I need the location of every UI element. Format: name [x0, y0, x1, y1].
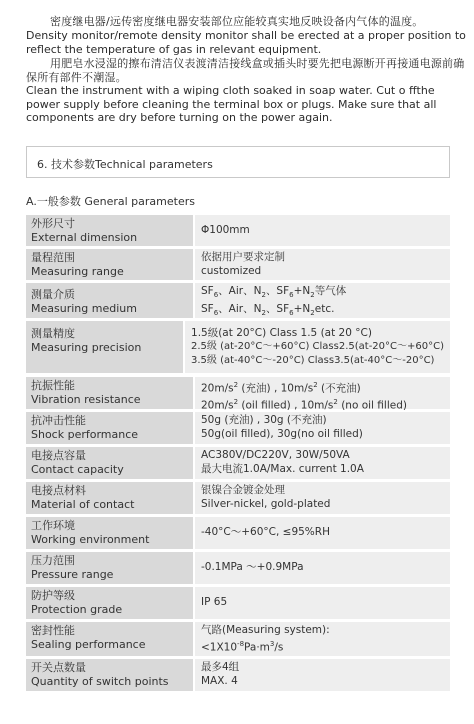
param-label	[26, 482, 193, 514]
param-value	[195, 447, 450, 479]
param-value-line: 依据用户要求定制	[201, 251, 285, 263]
table-row	[26, 215, 450, 246]
param-value	[195, 622, 450, 656]
param-label-cn: 测量介质	[31, 288, 75, 301]
param-value	[195, 659, 450, 691]
param-label	[26, 377, 193, 409]
param-label-en: Material of contact	[31, 498, 135, 511]
param-label	[26, 552, 193, 584]
param-label-en: Measuring precision	[31, 341, 142, 354]
param-label	[26, 447, 193, 479]
param-value-line: $SF_6$、Air、$N_2$、$SF_6+N_2$等气体	[201, 285, 347, 300]
param-value	[185, 321, 450, 373]
param-value	[195, 587, 450, 619]
param-label-cn: 工作环境	[31, 519, 75, 532]
param-label	[26, 412, 193, 444]
param-value-line: 银镍合金镀金处理	[201, 484, 285, 496]
subsection-title: A.一般参数 General parameters	[26, 195, 195, 208]
param-label-en: Measuring range	[31, 265, 124, 278]
table-row	[26, 517, 450, 549]
param-label-en: Measuring medium	[31, 302, 137, 315]
param-label	[26, 517, 193, 549]
param-value	[195, 552, 450, 584]
param-value-line: 50g (充油) , 30g (不充油)	[201, 414, 327, 426]
param-value-line: -0.1MPa ～+0.9MPa	[201, 561, 304, 574]
param-value-line: customized	[201, 264, 262, 277]
param-label	[26, 283, 193, 318]
param-value-line: $20m/s^2$ (充油) , $10m/s^2$ (不充油)	[201, 381, 361, 395]
param-label	[26, 659, 193, 691]
table-row	[26, 447, 450, 479]
param-label	[26, 321, 183, 373]
param-label-cn: 电接点材料	[31, 484, 86, 497]
param-value-line: 3.5级 (at-40°C～-20°C) Class3.5(at-40°C～-20°C)	[191, 354, 435, 366]
param-label-en: Sealing performance	[31, 638, 146, 651]
table-row	[26, 283, 450, 318]
param-label	[26, 587, 193, 619]
param-value-line: IP 65	[201, 596, 228, 609]
param-value	[195, 412, 450, 444]
param-value-line: -40°C～+60°C, ≤95%RH	[201, 526, 330, 539]
param-label-cn: 电接点容量	[31, 449, 86, 462]
param-value-line: 50g(oil filled), 30g(no oil filled)	[201, 427, 363, 440]
param-value	[195, 215, 450, 246]
param-value-line: AC380V/DC220V, 30W/50VA	[201, 449, 350, 461]
parameters-table	[26, 215, 450, 694]
param-label-cn: 压力范围	[31, 554, 75, 567]
param-value-line: 1.5级(at 20°C) Class 1.5 (at 20 °C)	[191, 326, 372, 339]
param-label-en: Shock performance	[31, 428, 139, 441]
param-label-cn: 抗振性能	[31, 379, 75, 392]
param-value-line: 最多4组	[201, 661, 240, 673]
param-value-line: 2.5级 (at-20°C～+60°C) Class2.5(at-20°C～+60°C)	[191, 341, 444, 353]
param-value-line: $SF_6$、Air、$N_2$、$SF_6+N_2etc$.	[201, 302, 335, 317]
table-row	[26, 482, 450, 514]
intro-p2-cn: 用肥皂水浸湿的擦布清洁仪表渡清洁接线盒或插头时要先把电源断开再接通电源前确保所有部件不潮湿。	[26, 57, 465, 84]
param-value-line: Silver-nickel, gold-plated	[201, 497, 331, 510]
param-label-cn: 量程范围	[31, 251, 75, 264]
param-value-line: 最大电流1.0A/Max. current 1.0A	[201, 462, 364, 475]
table-row	[26, 659, 450, 691]
param-label-en: Protection grade	[31, 603, 123, 616]
param-label	[26, 622, 193, 656]
param-label-cn: 开关点数量	[31, 661, 86, 674]
table-row	[26, 412, 450, 444]
param-value	[195, 482, 450, 514]
param-value-line: $20m/s^2$ (oil filled) , $10m/s^2$ (no oil filled)	[201, 398, 407, 412]
param-label-cn: 防护等级	[31, 589, 75, 602]
param-value-line: 气路(Measuring system):	[201, 624, 330, 636]
param-label-cn: 外形尺寸	[31, 217, 75, 230]
table-row	[26, 587, 450, 619]
param-value	[195, 283, 450, 318]
param-value-line: Φ100mm	[201, 223, 250, 236]
param-label	[26, 215, 193, 246]
table-row	[26, 321, 450, 373]
param-label-en: Vibration resistance	[31, 393, 141, 406]
param-value	[195, 377, 450, 412]
param-label-cn: 抗冲击性能	[31, 414, 86, 427]
param-label-en: Working environment	[31, 533, 150, 546]
param-value-line: MAX. 4	[201, 674, 238, 687]
param-value-line: $<1X10^{-8}Pa\cdot m^3/s$	[201, 639, 284, 653]
param-label-cn: 测量精度	[31, 327, 75, 340]
table-row	[26, 377, 450, 412]
param-label-en: Quantity of switch points	[31, 675, 169, 688]
param-label-en: External dimension	[31, 231, 138, 244]
section-header	[26, 146, 450, 178]
table-row	[26, 552, 450, 584]
param-label	[26, 249, 193, 280]
intro-p1-en: Density monitor/remote density monitor shall be erected at a proper position to reflect the temperature of gas in relevant equipment.	[26, 29, 466, 56]
intro-p1-cn: 密度继电器/远传密度继电器安装部位应能较真实地反映设备内气体的温度。	[50, 15, 424, 28]
section-title: 6. 技术参数Technical parameters	[37, 158, 213, 171]
param-label-en: Contact capacity	[31, 463, 124, 476]
param-label-cn: 密封性能	[31, 624, 75, 637]
table-row	[26, 622, 450, 656]
table-row	[26, 249, 450, 280]
param-value	[195, 249, 450, 280]
param-value	[195, 517, 450, 549]
intro-p2-en: Clean the instrument with a wiping cloth soaked in soap water. Cut o ffthe power supply before cleaning the terminal box or plugs. Make sure that all components are dry before turning on the power again.	[26, 84, 437, 124]
param-label-en: Pressure range	[31, 568, 114, 581]
